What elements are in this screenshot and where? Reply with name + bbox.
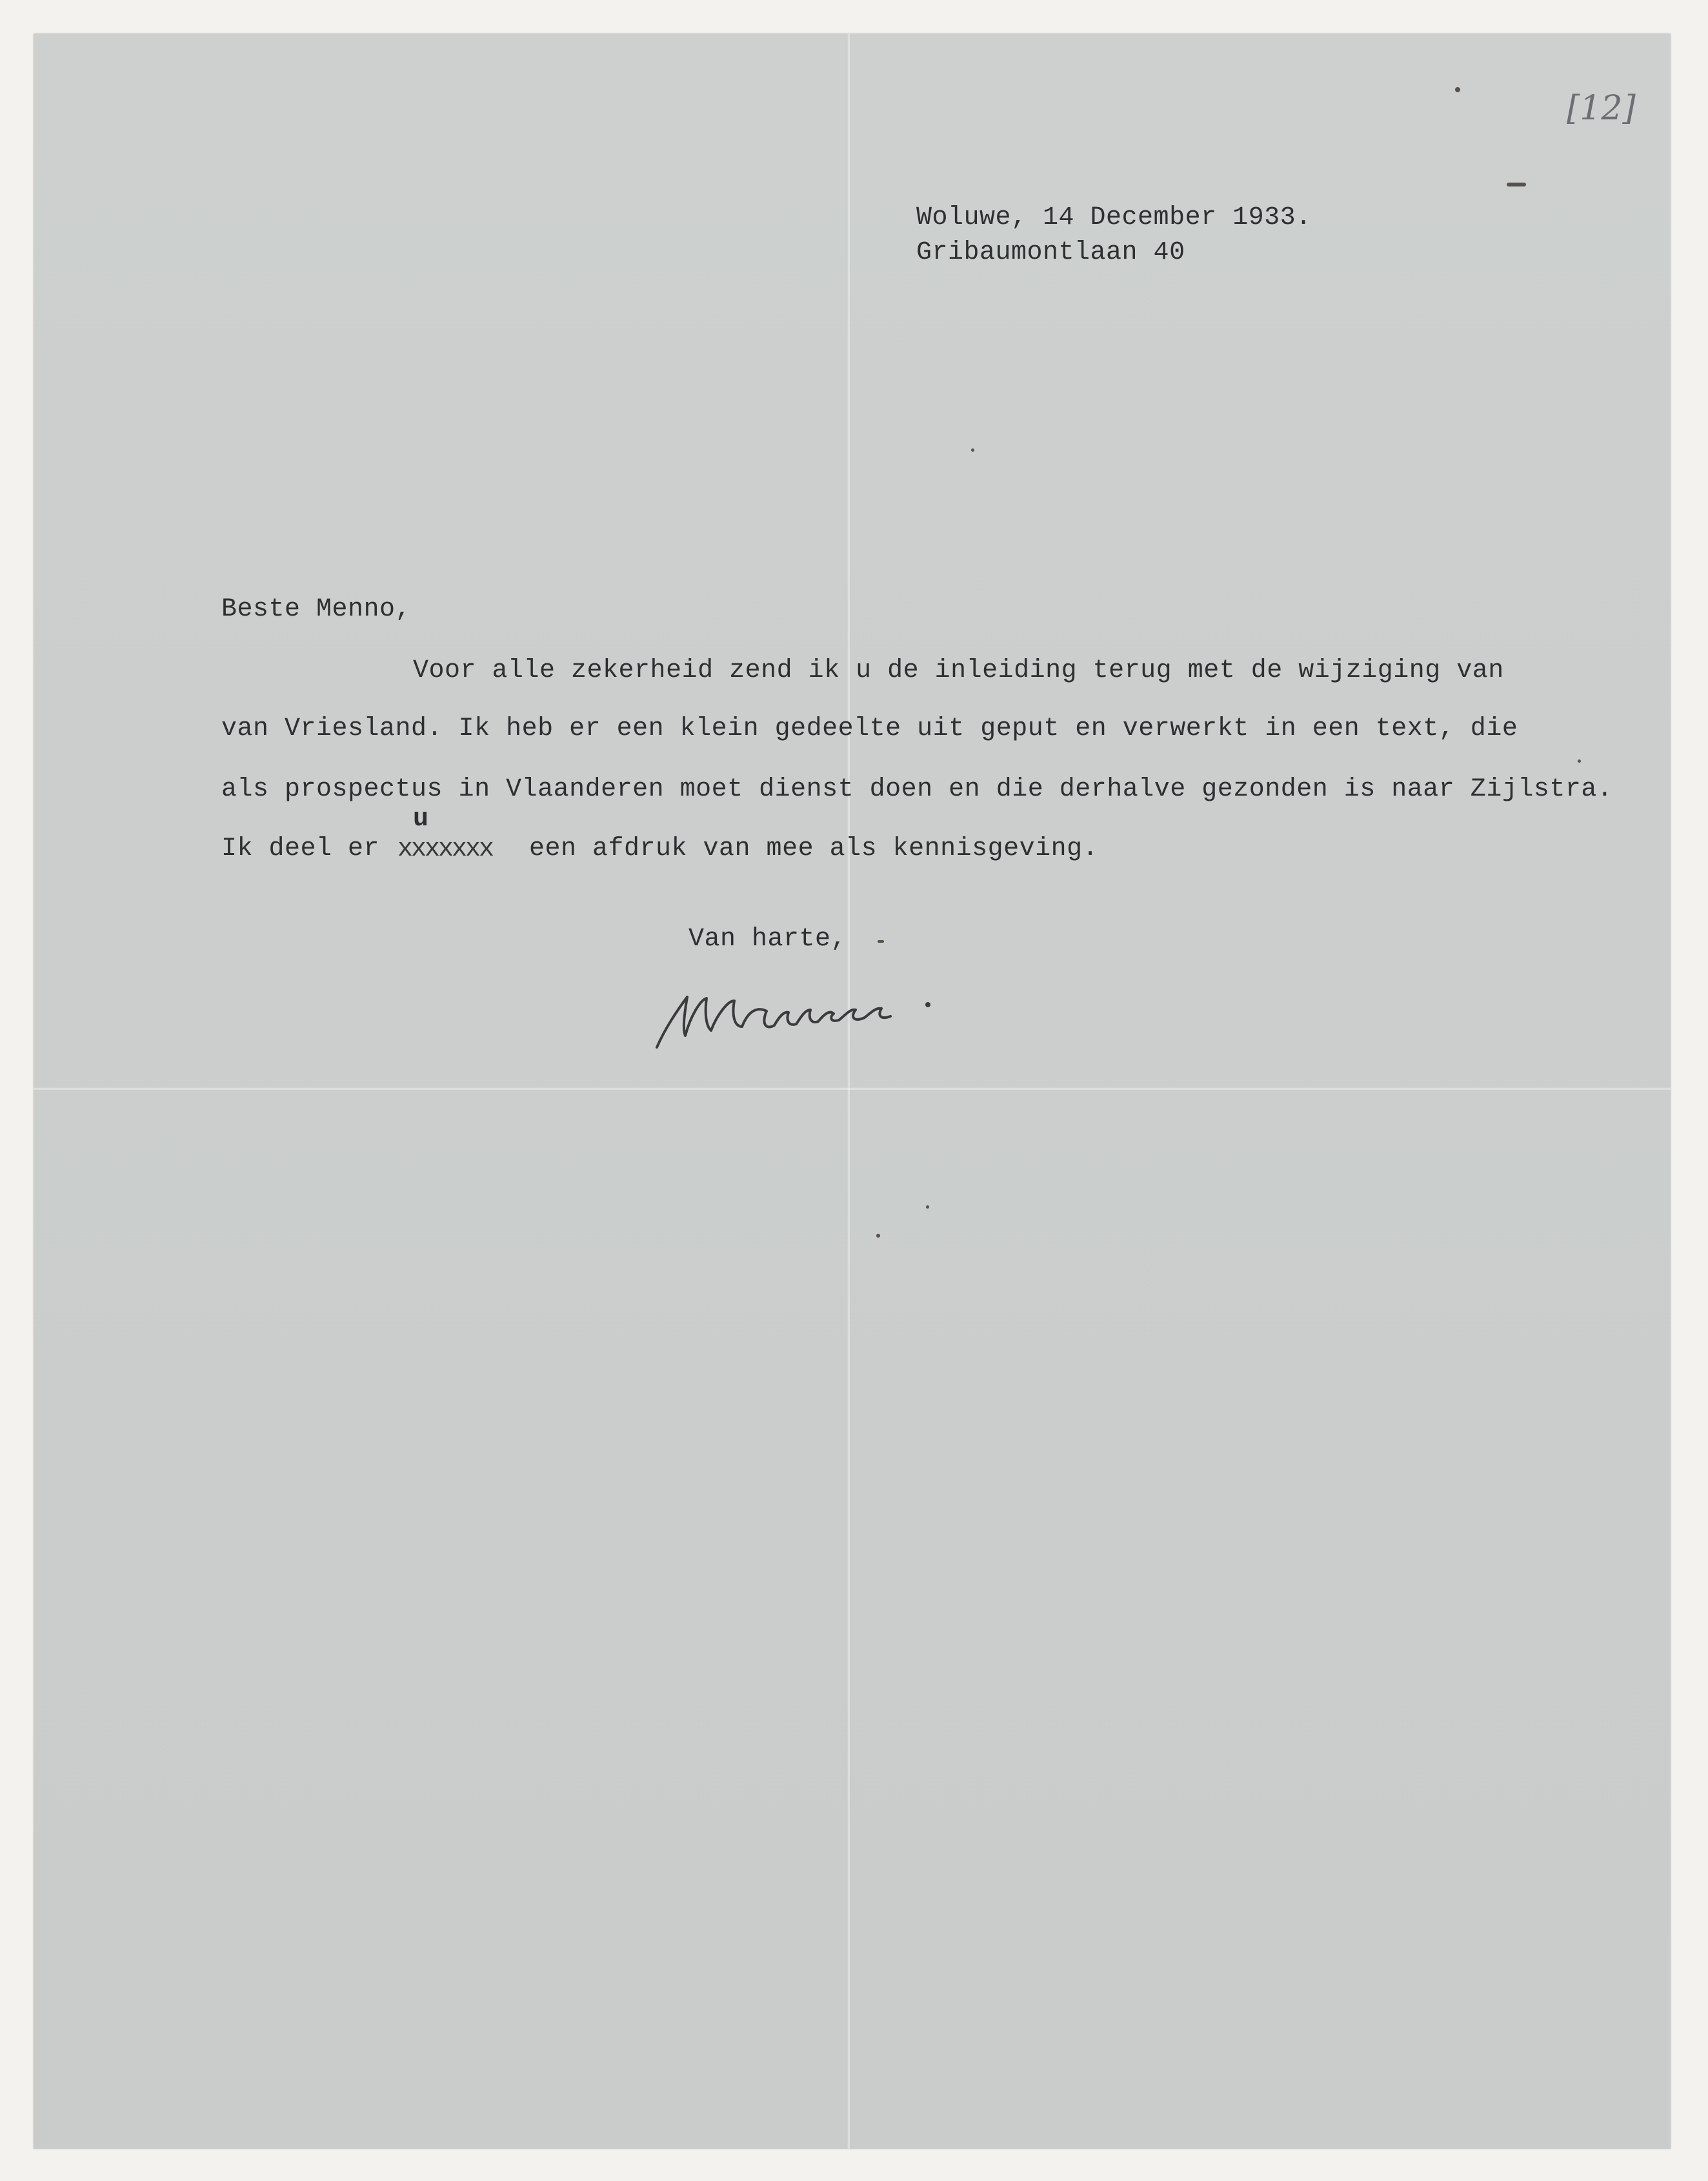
ink-speck (1578, 759, 1581, 763)
struck-out-word: xxxxxxx (397, 835, 493, 864)
ink-speck (1455, 87, 1460, 92)
closing: Van harte, (688, 925, 847, 954)
body-line-3: als prospectus in Vlaanderen moet dienst doen en die derhalve gezonden is naar Zijlstra. (221, 775, 1613, 804)
handwritten-signature (652, 971, 974, 1055)
body-line-4-start: Ik deel er (221, 834, 380, 863)
body-line-2: van Vriesland. Ik heb er een klein gedeelte uit geput en verwerkt in een text, die (221, 714, 1518, 743)
vertical-fold-line (847, 34, 850, 2149)
place-date: Woluwe, 14 December 1933. (916, 203, 1312, 232)
horizontal-fold-line (34, 1087, 1671, 1090)
salutation: Beste Menno, (221, 595, 412, 624)
ink-speck (878, 940, 884, 943)
body-line-1: Voor alle zekerheid zend ik u de inleiding terug met de wijziging van (413, 656, 1504, 685)
archive-number: [12] (1567, 89, 1636, 128)
body-line-4-end: een afdruk van mee als kennisgeving. (529, 834, 1099, 863)
ink-speck (1507, 183, 1526, 186)
letter-sheet (34, 34, 1671, 2149)
ink-speck (971, 448, 974, 452)
ink-speck (876, 1234, 880, 1238)
sender-address: Gribaumontlaan 40 (916, 238, 1185, 267)
inserted-correction: u (413, 805, 429, 834)
ink-speck (926, 1205, 929, 1209)
